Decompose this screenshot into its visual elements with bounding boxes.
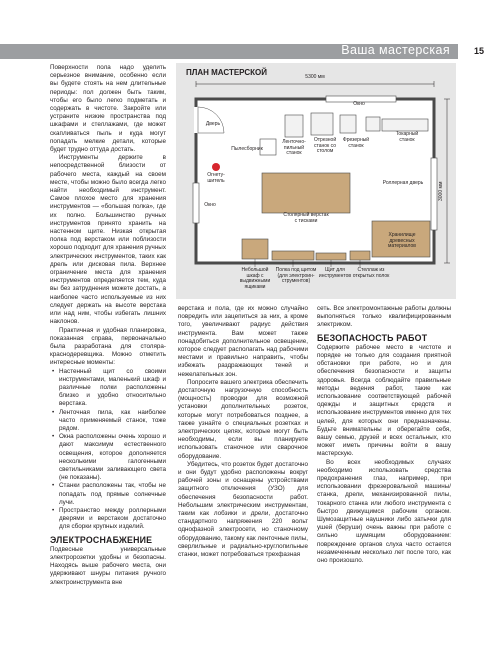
roller-door <box>431 158 437 230</box>
table-saw-machine <box>311 113 333 135</box>
paragraph: Убедитесь, что розеток будет достаточно и они будут удобно расположены вокруг рабочей зоны и оснащены устройствами защитного отключения (УЗО) для обеспечения безопасности работ. Небольшим электрическим инструментам, таким как лобзики и дрели, достаточно стандартного напряжения 220 вольт однофазной электросети, но станочному оборудованию, такому как ленточные пилы, сверлильные и радиально-круглопильные станки, может потребоваться трехфазная <box>178 460 308 559</box>
dimension-width-label: 5300 мм <box>305 74 325 80</box>
label-shelf-under: Полка под щитом (для электроин- струментов) <box>275 267 317 285</box>
paragraph: сеть. Все электромонтажные работы должны выполняться только квалифицированным электриком. <box>317 305 451 329</box>
paragraph: Во всех необходимых случаях необходимо использовать средства предохранения глаз, например, при использовании фрезеровальной машины/станка, дрели, механизированной пилы, токарного станка или любого инструмента с быстро движущимся рабочим органом. Шумозащитные наушники либо затычки для ушей (беруши) очень важны при работе с сильно шумящим оборудованием: повреждение органов слуха часто остается незамеченным несколько лет после того, как оно произошло. <box>317 458 451 565</box>
lathe-bed <box>382 119 428 131</box>
open-shelving <box>350 251 370 260</box>
list-item: • Пространство между роллерными дверями и верстаком достаточно для сборки крупных изделий. <box>50 507 166 532</box>
label-milling: Фрезерный станок <box>342 137 370 149</box>
paragraph: Инструменты держите в непосредственной близости от рабочего места, каждый на своем месте, чтобы можно было всегда легко найти необходимый инструмент. Самое плохое место для хранения инструментов — «большая полка», где их полно. Большинство ручных инструментов принято хранить на настенном щите. Низкая открытая полка под верстаком или поблизости хорошо подходит для хранения ручных электрических инструментов, таких как дрель или дисковая пила. Верхнее ограничение места для хранения инструментов определяется тем, куда вы без затруднения можете достать, а наиболее часто используемые из них следует держать на высоте верстака или над ним, чтобы избегать лишних наклонов. <box>50 154 166 326</box>
list-item: • Окна расположены очень хорошо и дают максимум естественного освещения, которое дополняется несколькими галогенными светильниками заливающего света (не показаны). <box>50 433 166 482</box>
list-item: • Ленточная пила, как наиболее часто применяемый станок, тоже рядом. <box>50 409 166 434</box>
label-lathe: Токарный станок <box>395 131 419 143</box>
tool-board <box>316 253 346 260</box>
paragraph: Попросите вашего электрика обеспечить достаточную нагрузочную способность (мощность) проводки для возможной установки дополнительных розеток, которые могут потребоваться позднее, а также узнайте о специальных розетках и электрических цепях, которые могут быть необходимы, если вы планируете использовать станочное или сварочное оборудование. <box>178 378 308 460</box>
label-window-top: Окно <box>353 101 365 107</box>
running-header-title: Ваша мастерская <box>341 43 450 57</box>
label-vacuum: Пылесборник <box>231 146 263 152</box>
paragraph: верстака и пола, где их можно случайно повредить или зацепиться за них, а кроме того, увеличивают радиус действия инструмента. Вам может также понадобиться дополнительное освещение, которое следует располагать над рабочими местами и правильно направить, чтобы избежать раздражающих теней и нежелательных зон. <box>178 305 308 378</box>
small-cabinet <box>242 239 268 259</box>
text-column-left <box>50 64 166 587</box>
paragraph: Содержите рабочее место в чистоте и порядке не только для создания приятной обстановки при работе, но и для обеспечения безопасности и защиты здоровья. Всегда соблюдайте правильные методы ведения работ, такие как использование соответствующей рабочей одежды и защитных средств и использование инструментов именно для тех целей, для которых они предназначены. Будьте внимательны и оберегайте себя, вашу семью, друзей и всех остальных, кто может иметь причины войти в вашу мастерскую. <box>317 343 451 458</box>
text-column-right <box>317 305 451 565</box>
label-lumber: Хранилище древесных материалов <box>388 232 416 250</box>
window-left <box>193 183 199 223</box>
label-cabinet: Небольшой шкаф с выдвижными ящиками <box>239 267 271 290</box>
list-item: • Настенный щит со своими инструментами, маленький шкаф и различные полки расположены близко и удобно относительно верстака. <box>50 368 166 409</box>
text-column-middle <box>178 305 308 559</box>
label-roller-door: Роллерная дверь <box>382 180 424 186</box>
fire-extinguisher-marker <box>212 163 220 171</box>
label-open-shelf: Стеллаж из открытых полок <box>352 267 390 279</box>
lathe-stand <box>366 117 380 131</box>
paragraph: Практичная и удобная планировка, показанная справа, первоначально была разработана для столяра-краснодеревщика. Можно отметить интересные моменты: <box>50 326 166 367</box>
workbench <box>262 173 350 213</box>
label-table-saw: Отрезной станок со столом <box>313 137 337 155</box>
bandsaw-machine <box>285 115 303 137</box>
workshop-plan <box>176 63 456 299</box>
shelf-under-board <box>272 251 314 260</box>
label-door: Дверь <box>205 121 221 127</box>
label-workbench: Столярный верстак с тисками <box>283 212 329 224</box>
label-extinguisher: Огнету- шитель <box>207 172 225 184</box>
paragraph: Поверхности пола надо уделить серьезное внимание, особенно если вы будете стоять на нем длительные периоды: пол должен быть таким, чтобы его было легко подметать и содержать в чистоте. Закройте или устраните низкие пространства под шкафами и стеллажами, где может скапливаться пыль и куда могут попадать мелкие детали, которые будет трудно оттуда достать. <box>50 64 166 154</box>
page-number: 15 <box>458 44 500 59</box>
milling-machine <box>340 115 356 133</box>
plan-title: ПЛАН МАСТЕРСКОЙ <box>186 68 267 77</box>
feature-list <box>50 368 166 532</box>
label-tool-board: Щит для инструментов <box>318 267 352 279</box>
section-heading-safety: БЕЗОПАСНОСТЬ РАБОТ <box>317 332 428 343</box>
label-bandsaw: Ленточно- пильный станок <box>282 139 306 157</box>
paragraph: Подвесные универсальные электророзетки удобны и безопасны. Находясь выше рабочего места, они удерживают шнуры питания ручного электроинструмента вне <box>50 545 166 586</box>
list-item: • Станки расположены так, чтобы не попадать под прямые солнечные лучи. <box>50 482 166 507</box>
dimension-height-label: 3000 мм <box>438 181 444 201</box>
section-heading-power: ЭЛЕКТРОСНАБЖЕНИЕ <box>50 534 153 545</box>
label-window-left: Окно <box>204 202 216 208</box>
